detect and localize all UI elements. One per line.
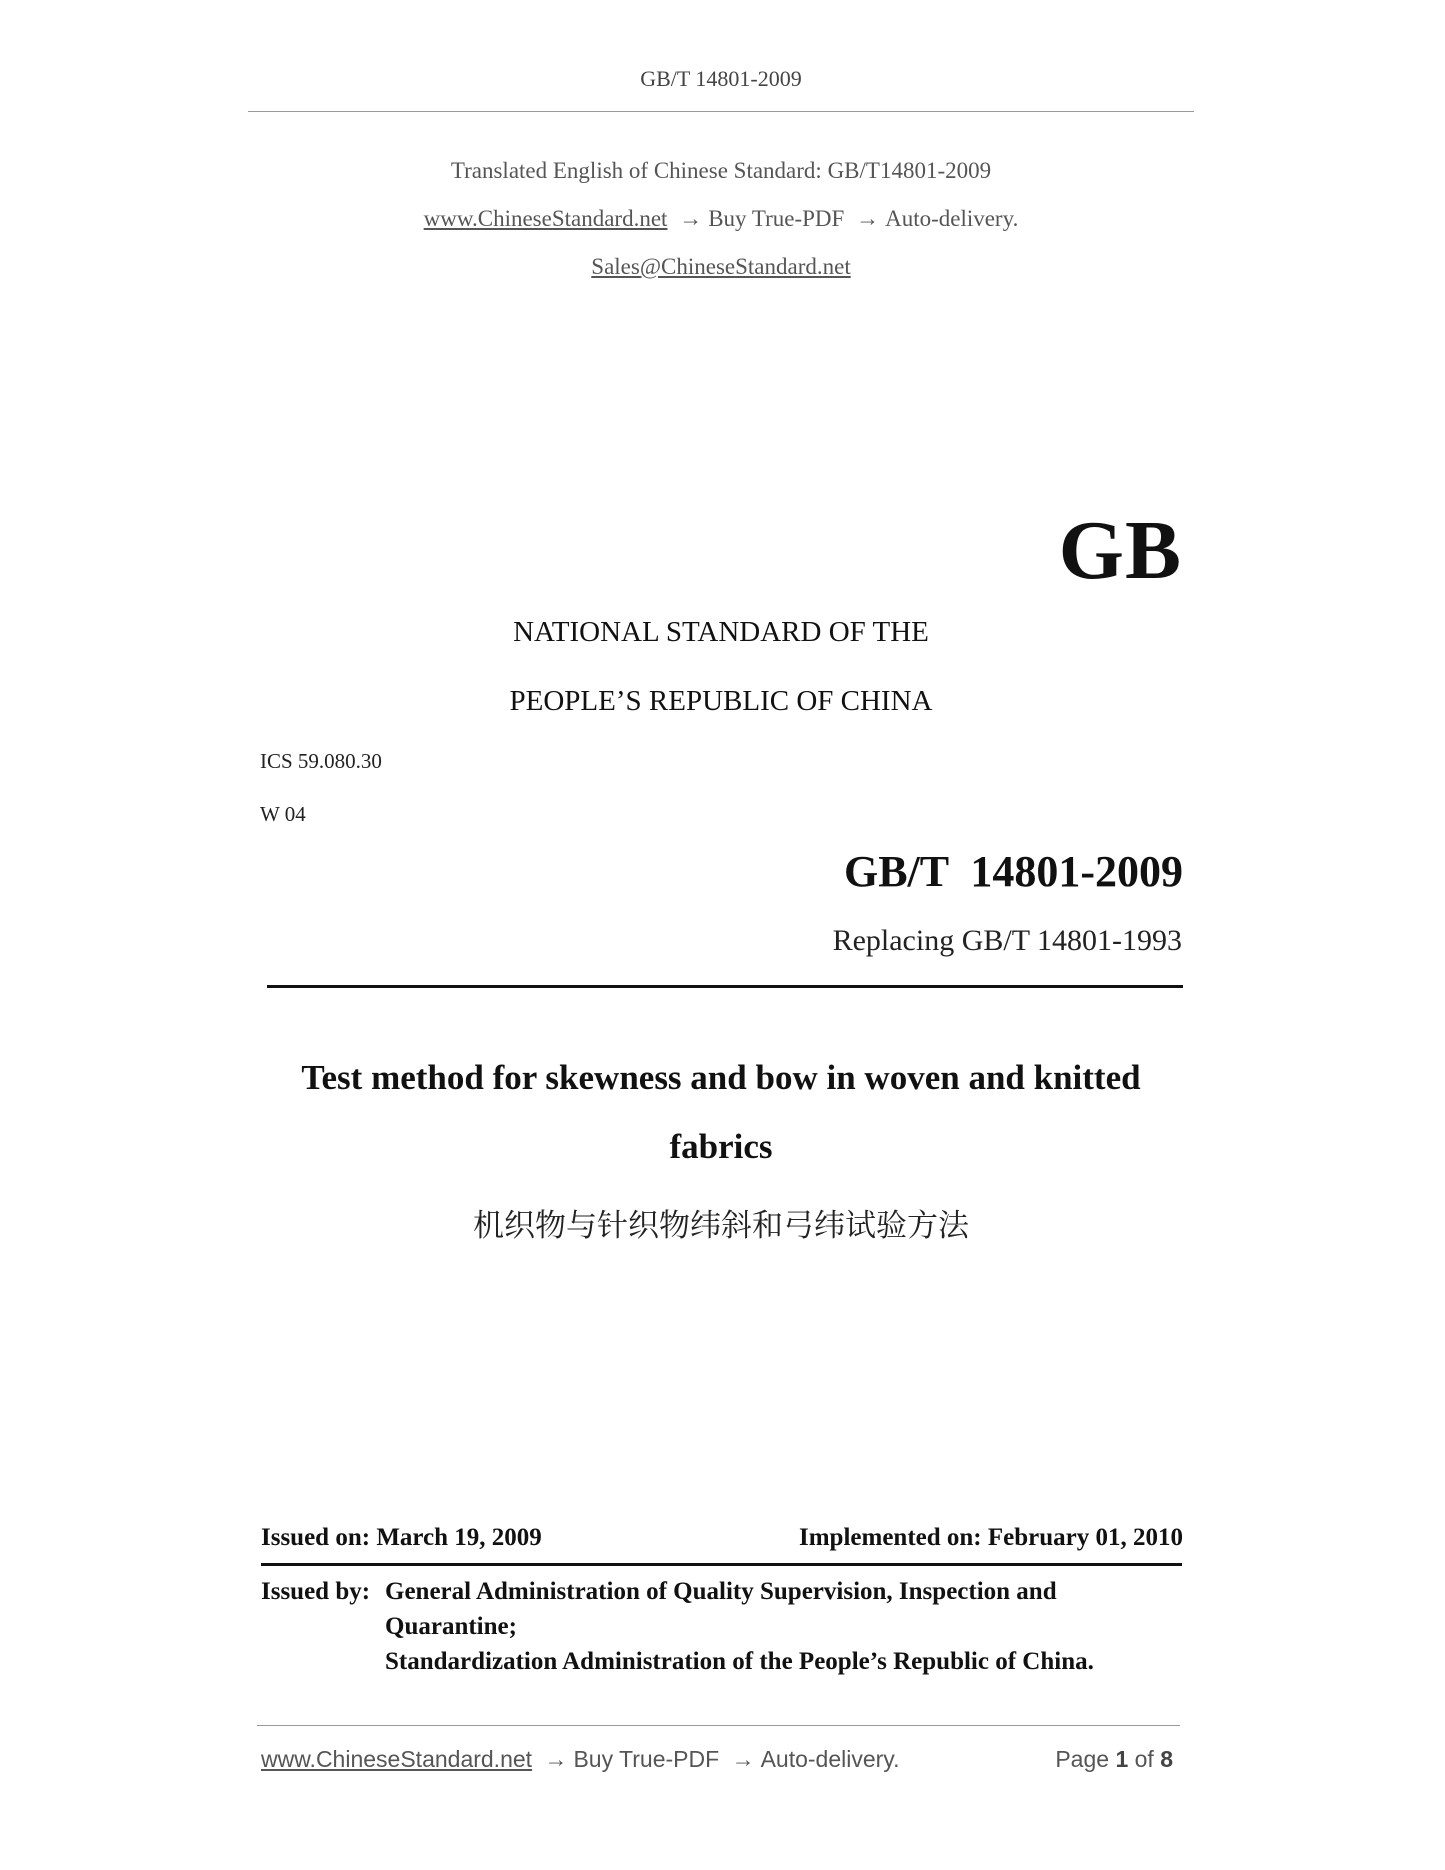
gb-mark: GB [1058,504,1182,597]
document-title-chinese: 机织物与针织物纬斜和弓纬试验方法 [473,1208,969,1243]
page-of-label: of [1134,1746,1154,1772]
issuer-line1: General Administration of Quality Supervision, Inspection and [385,1578,1057,1605]
issue-divider [261,1563,1182,1566]
buy-true-pdf-text: Buy True-PDF [708,206,845,231]
promo-line [248,206,1194,232]
arrow-right-icon: → [544,1746,568,1772]
translation-notice: Translated English of Chinese Standard: GB/T14801-2009 [450,158,992,183]
ccs-code: W 04 [260,802,306,826]
sales-email-link[interactable]: Sales@ChineseStandard.net [591,254,851,279]
document-title-line1: Test method for skewness and bow in woven and knitted [301,1058,1141,1097]
issuer-line3: Standardization Administration of the People’s Republic of China. [385,1648,1094,1675]
website-link[interactable]: www.ChineseStandard.net [423,206,668,231]
page-indicator [1055,1746,1173,1773]
footer-promo [261,1746,899,1773]
arrow-right-icon: → [856,206,880,231]
issued-on-date: Issued on: March 19, 2009 [261,1524,542,1551]
document-title-line2: fabrics [669,1127,773,1166]
auto-delivery-text: Auto-delivery. [885,206,1019,231]
running-header: GB/T 14801-2009 [640,66,802,91]
issued-by-label: Issued by: [261,1578,371,1605]
page-current: 1 [1115,1746,1129,1772]
footer-divider [257,1725,1180,1726]
footer-website-link[interactable]: www.ChineseStandard.net [261,1746,533,1772]
arrow-right-icon: → [679,206,703,231]
page-total: 8 [1160,1746,1173,1772]
footer-auto-text: Auto-delivery. [760,1746,900,1772]
replacing-standard: Replacing GB/T 14801-1993 [832,924,1182,957]
ics-code: ICS 59.080.30 [260,749,382,773]
footer-buy-text: Buy True-PDF [573,1746,720,1772]
email-line [248,254,1194,280]
implemented-on-date: Implemented on: February 01, 2010 [799,1524,1183,1551]
national-standard-line1: NATIONAL STANDARD OF THE [513,616,929,648]
title-divider [267,985,1183,988]
arrow-right-icon: → [731,1746,755,1772]
national-standard-line2: PEOPLE’S REPUBLIC OF CHINA [509,685,933,717]
header-divider [248,111,1194,112]
standard-number: GB/T 14801-2009 [843,847,1183,896]
page-label: Page [1055,1746,1110,1772]
issuer-line2: Quarantine; [385,1613,517,1640]
